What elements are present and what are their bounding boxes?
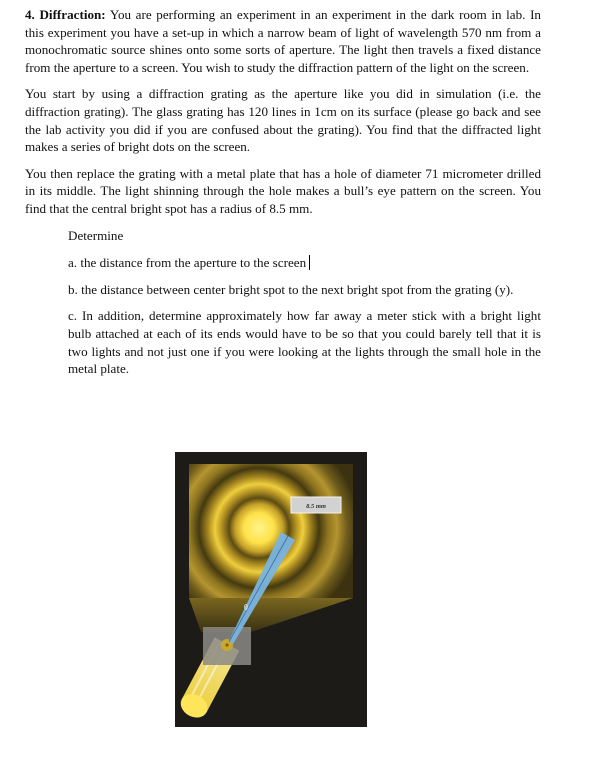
- problem-heading: 4. Diffraction:: [25, 7, 106, 22]
- determine-label: Determine: [68, 227, 124, 243]
- problem-text: [25, 6, 541, 378]
- angle-label: θ: [244, 603, 248, 612]
- radius-label: 8.5 mm: [306, 503, 326, 510]
- hole-paragraph: You then replace the grating with a metal plate that has a hole of diameter 71 micrometer drilled in its middle. The light shinning through the hole makes a bull’s eye pattern on the screen. You find that the central bright spot has a radius of 8.5 mm.: [25, 165, 541, 216]
- question-a[interactable]: a. the distance from the aperture to the screen: [68, 254, 541, 272]
- figure-svg: [175, 452, 367, 727]
- text-cursor: [309, 255, 310, 270]
- intro-paragraph: 4. Diffraction: You are performing an experiment in an experiment in the dark room in lab. In this experiment you have a set-up in which a narrow beam of light of wavelength 570 nm from a monochromatic source shines onto some sorts of aperture. The light then travels a fixed distance from the aperture to a screen. You wish to study the diffraction pattern of the light on the screen.: [25, 7, 541, 75]
- question-b: b. the distance between center bright spot to the next bright spot from the grating (y).: [68, 281, 514, 297]
- question-c: c. In addition, determine approximately how far away a meter stick with a bright light bulb attached at each of its ends would have to be so that you could barely tell that it is two lights and not just one if you were looking at the lights through the small hole in the metal plate.: [68, 308, 541, 377]
- grating-paragraph: You start by using a diffraction grating as the aperture like you did in simulation (i.e. the diffraction grating). The glass grating has 120 lines in 1cm on its surface (please go back and see the lab activity you did if you are confused about the grating). You find that the diffracted light makes a series of bright dots on the screen.: [25, 86, 541, 155]
- diffraction-figure: [175, 452, 367, 727]
